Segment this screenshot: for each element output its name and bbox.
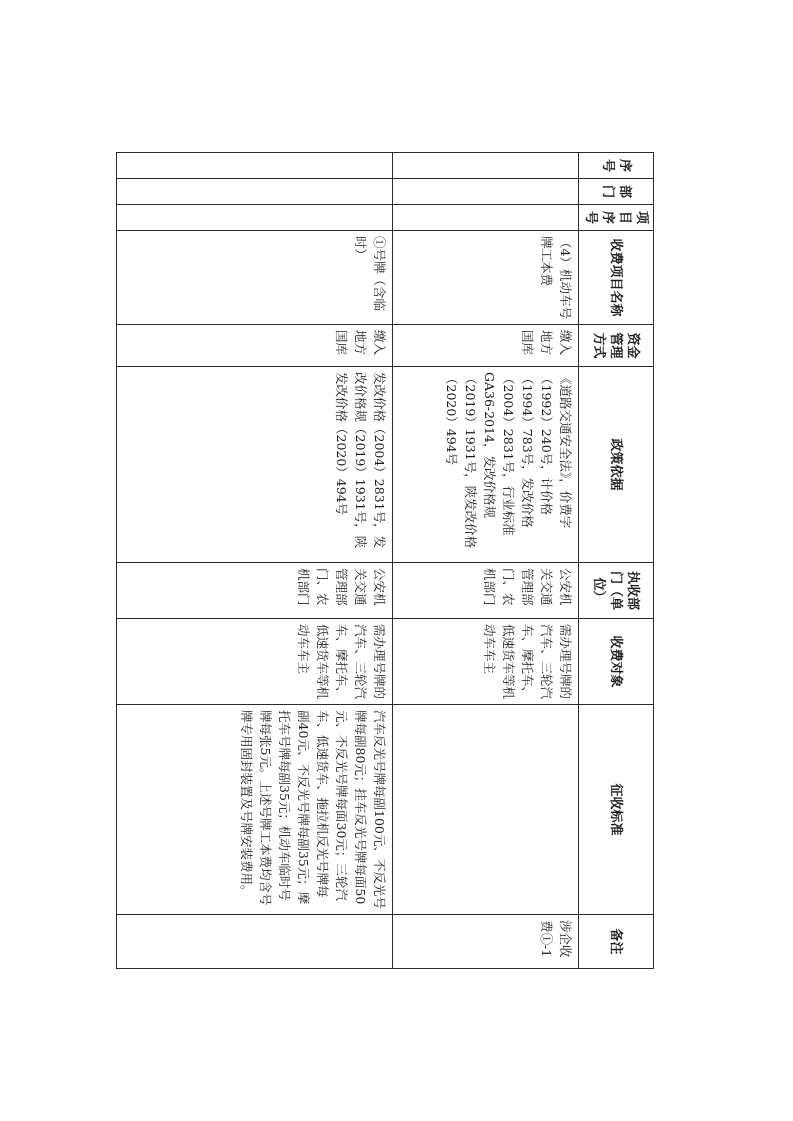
header-payer: 收费对象 (579, 619, 654, 705)
cell-collector: 公安机关交通管理部门、农机部门 (117, 563, 393, 619)
table-row (393, 153, 579, 969)
cell-fund-mgmt: 缴入地方国库 (393, 325, 579, 367)
table-header-row (579, 153, 654, 969)
cell-note: 涉企收费①-1 (393, 915, 579, 969)
cell-basis: 《道路交通安全法》，价费字（1992）240号，计价格（1994）783号，发改价格（2004）2831号，行业标准GA36-2014，发改价格规（2019）1931号，陕发改价格（2020）494号 (393, 367, 579, 563)
header-fee-name: 收费项目名称 (579, 231, 654, 325)
table-row (117, 153, 393, 969)
cell-standard (393, 705, 579, 915)
cell-collector: 公安机关交通管理部门、农机部门 (393, 563, 579, 619)
cell-payer: 需办理号牌的汽车、三轮汽车、摩托车、低速货车等机动车车主 (117, 619, 393, 705)
cell-fee-name: （4）机动车号牌工本费 (393, 231, 579, 325)
header-seq: 序号 (579, 153, 654, 179)
cell-note (117, 915, 393, 969)
header-item-no: 项目序号 (579, 205, 654, 231)
header-fund-mgmt: 资金管理方式 (579, 325, 654, 367)
cell-basis: 发改价格（2004）2831号，发改价格规（2019）1931号，陕发改价格（2020）494号 (117, 367, 393, 563)
header-collector: 执收部门（单位） (579, 563, 654, 619)
fee-table (116, 152, 654, 969)
header-dept: 部门 (579, 179, 654, 205)
header-basis: 政策依据 (579, 367, 654, 563)
cell-standard: 汽车反光号牌每副100元、不反光号牌每副80元；挂车反光号牌每面50元、不反光号牌每面30元；三轮汽车、低速货车、拖拉机反光号牌每副40元、不反光号牌每副35元；摩托车号牌每副35元；机动车临时号牌每张5元。上述号牌工本费均含号牌专用固封装置及号牌安装费用。 (117, 705, 393, 915)
cell-dept (393, 179, 579, 205)
cell-item-no (117, 205, 393, 231)
cell-fund-mgmt: 缴入地方国库 (117, 325, 393, 367)
header-standard: 征收标准 (579, 705, 654, 915)
cell-seq (393, 153, 579, 179)
cell-payer: 需办理号牌的汽车、三轮汽车、摩托车、低速货车等机动车车主 (393, 619, 579, 705)
cell-seq (117, 153, 393, 179)
header-note: 备注 (579, 915, 654, 969)
cell-fee-name: ①号牌（含临时） (117, 231, 393, 325)
cell-dept (117, 179, 393, 205)
rotated-fee-table (148, 152, 654, 968)
cell-item-no (393, 205, 579, 231)
